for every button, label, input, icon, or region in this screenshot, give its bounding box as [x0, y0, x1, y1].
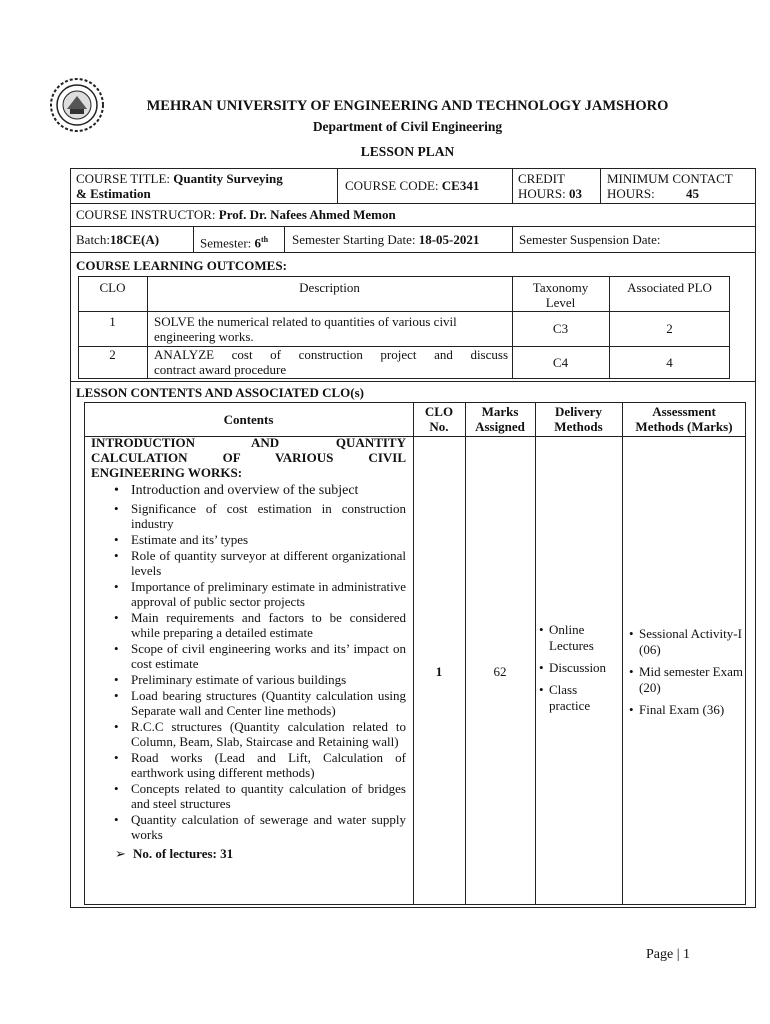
- department-name: Department of Civil Engineering: [312, 119, 503, 134]
- lesson-heading: LESSON CONTENTS AND ASSOCIATED CLO(s): [76, 385, 364, 400]
- list-item: • Concepts related to quantity calculation of bridges and steel structures: [111, 781, 406, 811]
- list-item: • Main requirements and factors to be considered while preparing a detailed estimate: [111, 610, 406, 640]
- doc-title: LESSON PLAN: [360, 144, 455, 159]
- clo-row-2-taxonomy: C4: [552, 355, 569, 370]
- page-number: Page | 1: [646, 947, 691, 962]
- list-item: • Introduction and overview of the subject: [111, 482, 406, 500]
- university-logo: [48, 76, 106, 134]
- list-item: • Estimate and its’ types: [111, 532, 406, 547]
- marks-header: Marks Assigned: [475, 404, 525, 434]
- clo-row-1-taxonomy: C3: [552, 321, 569, 336]
- clo-row-2-desc: ANALYZE cost of construction project and discuss contract award procedure: [154, 347, 508, 377]
- topic-title-line-2: CALCULATION OF VARIOUS CIVIL: [91, 450, 406, 465]
- topic-title-line-1: INTRODUCTION AND QUANTITY: [91, 435, 406, 450]
- assessment-item: • Mid semester Exam (20): [629, 664, 745, 696]
- semester-suspension-date: Semester Suspension Date:: [519, 232, 661, 247]
- delivery-header: Delivery Methods: [554, 404, 603, 434]
- lesson-marks: 62: [493, 664, 507, 679]
- clo-row-1-desc: SOLVE the numerical related to quantities of various civil engineering works.: [154, 314, 457, 344]
- list-item: • Preliminary estimate of various buildings: [111, 672, 406, 687]
- semester-start-date: Semester Starting Date: 18-05-2021: [292, 232, 480, 247]
- semester: Semester: 6th: [200, 235, 269, 251]
- lectures-count: ➢ No. of lectures: 31: [115, 846, 234, 861]
- clo-row-1-clo: 1: [109, 314, 116, 329]
- list-item: • Quantity calculation of sewerage and water supply works: [111, 812, 406, 842]
- university-name: MEHRAN UNIVERSITY OF ENGINEERING AND TECHNOLOGY JAMSHORO: [146, 98, 669, 114]
- list-item: • Scope of civil engineering works and its’ impact on cost estimate: [111, 641, 406, 671]
- lesson-clo-no: 1: [435, 664, 443, 679]
- clo-row-2-clo: 2: [109, 347, 116, 362]
- list-item: • Load bearing structures (Quantity calculation using Separate wall and Center line methods): [111, 688, 406, 718]
- course-instructor: COURSE INSTRUCTOR: Prof. Dr. Nafees Ahmed Memon: [76, 207, 396, 222]
- assessment-item: • Sessional Activity-I (06): [629, 626, 745, 658]
- list-item: • Road works (Lead and Lift, Calculation of earthwork using different methods): [111, 750, 406, 780]
- topic-title-line-3: ENGINEERING WORKS:: [91, 465, 243, 480]
- batch: Batch:18CE(A): [76, 232, 160, 247]
- credit-hours: CREDIT HOURS: 03: [518, 171, 582, 201]
- contents-header: Contents: [223, 412, 274, 427]
- clo-row-2-plo: 4: [666, 355, 673, 370]
- lesson-contents: [91, 435, 406, 861]
- list-item: • Significance of cost estimation in construction industry: [111, 501, 406, 531]
- topic-list: [111, 482, 406, 842]
- list-item: • Importance of preliminary estimate in administrative approval of public sector projects: [111, 579, 406, 609]
- list-item: • Role of quantity surveyor at different organizational levels: [111, 548, 406, 578]
- delivery-item: • Discussion: [539, 660, 621, 676]
- delivery-item: • Online Lectures: [539, 622, 621, 654]
- arrow-icon: ➢: [115, 846, 126, 861]
- minimum-contact-hours: MINIMUM CONTACT HOURS: 45: [607, 171, 733, 201]
- course-code: COURSE CODE: CE341: [345, 178, 480, 193]
- list-item: • R.C.C structures (Quantity calculation related to Column, Beam, Slab, Staircase and Retaining wall): [111, 719, 406, 749]
- clo-header: CLO: [99, 280, 126, 295]
- delivery-item: • Class practice: [539, 682, 621, 714]
- clo-no-header: CLO No.: [424, 404, 454, 434]
- clo-row-1-plo: 2: [666, 321, 673, 336]
- plo-header: Associated PLO: [627, 280, 712, 295]
- assessment-methods: [629, 626, 745, 724]
- clo-heading: COURSE LEARNING OUTCOMES:: [76, 258, 287, 273]
- assessment-item: • Final Exam (36): [629, 702, 745, 718]
- taxonomy-header: Taxonomy Level: [532, 280, 589, 310]
- course-title: COURSE TITLE: Quantity Surveying & Estimation: [76, 171, 283, 201]
- assessment-header: Assessment Methods (Marks): [635, 404, 733, 434]
- delivery-methods: [539, 622, 621, 720]
- description-header: Description: [299, 280, 360, 295]
